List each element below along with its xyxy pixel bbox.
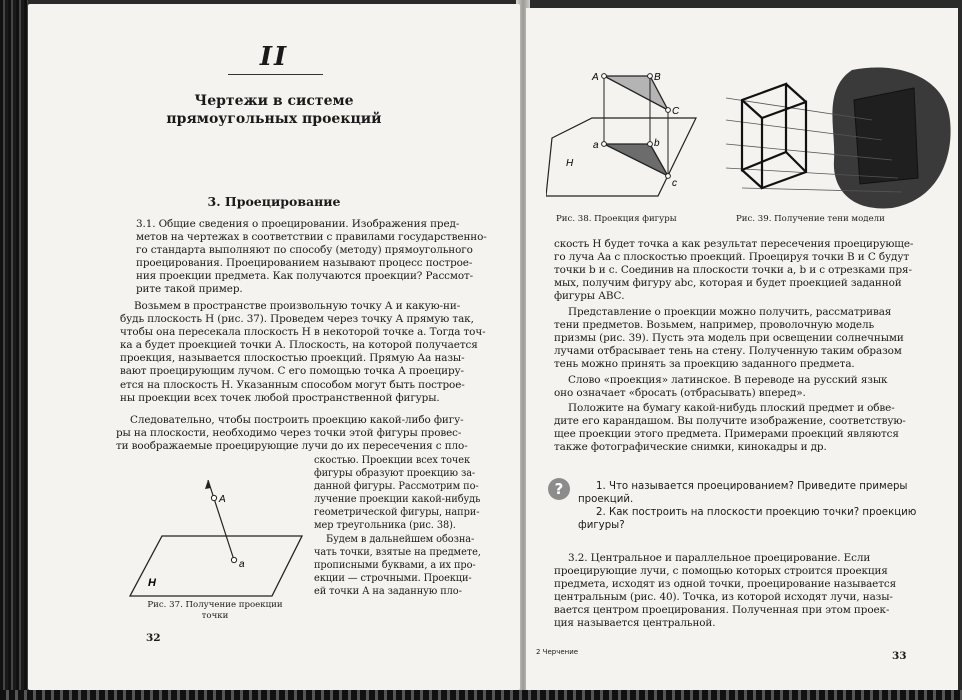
text-line: 3.2. Центральное и параллельное проецирование. Если	[568, 552, 871, 564]
text-line: лучами отбрасывает тень на стену. Полученную таким образом	[554, 345, 902, 358]
paragraph-figure-projection	[116, 414, 508, 453]
text-line: чтобы она пересекала плоскость Н в некоторой точке a. Тогда точ-	[120, 326, 486, 339]
paragraph-general-info	[136, 218, 508, 297]
text-line: проецирования. Проецированием называют процесс построе-	[136, 257, 473, 270]
label-point-a: a	[239, 559, 245, 570]
footer-note: 2 Черчение	[536, 648, 579, 656]
label-A: A	[592, 72, 599, 83]
point-a-lower	[231, 557, 236, 562]
review-questions	[578, 480, 948, 532]
text-line: ей точки А на заданную пло-	[314, 585, 462, 597]
caption-line: Рис. 37. Получение проекции	[147, 600, 283, 610]
text-line: чать точки, взятые на предмете,	[314, 546, 481, 558]
figure-39-shadow-model	[722, 60, 954, 212]
chapter-title-line: Чертежи в системе	[194, 93, 354, 109]
text-line: Слово «проекция» латинское. В переводе на русский язык	[568, 374, 888, 386]
label-point-A: A	[219, 494, 226, 505]
paragraph-projection-continued	[554, 238, 946, 303]
text-line: го луча Аа с плоскостью проекций. Проецируя точки В и С будут	[554, 251, 910, 264]
figure-38-caption: Рис. 38. Проекция фигуры	[556, 214, 677, 224]
text-line: 3.1. Общие сведения о проецировании. Изображения пред-	[136, 218, 460, 230]
text-line: лучение проекции какой-нибудь	[314, 494, 481, 506]
label-B: B	[654, 72, 661, 83]
vertex-b	[648, 142, 653, 147]
text-line: ция называется центральной.	[554, 617, 716, 630]
text-line: фигуры образуют проекцию за-	[314, 468, 476, 480]
question-line: проекций.	[578, 494, 634, 505]
text-line: щее проекции этого предмета. Примерами проекций являются	[554, 428, 899, 441]
text-line: Будем в дальнейшем обозна-	[326, 533, 475, 545]
vertex-c	[666, 174, 671, 179]
text-line: скостью. Проекции всех точек	[314, 455, 470, 466]
left-page	[28, 4, 520, 690]
text-line: точки b и c. Соединив на плоскости точки a, b и c отрезками пря-	[554, 264, 912, 277]
text-line: го стандарта выполняют по способу (методу) прямоугольного	[136, 244, 473, 257]
paragraph-central-parallel	[554, 552, 946, 631]
text-line: ется на плоскость Н. Указанным способом могут быть построе-	[120, 378, 465, 391]
label-plane-H: H	[148, 577, 156, 589]
book-edge-left	[0, 0, 28, 700]
figure-37-caption	[120, 600, 310, 622]
text-line: Положите на бумагу какой-нибудь плоский предмет и обве-	[568, 402, 895, 414]
paragraph-examples	[554, 402, 946, 454]
chapter-number: II	[259, 42, 289, 72]
text-line: проекция, называется плоскостью проекций. Прямую Аа назы-	[120, 352, 465, 365]
text-line: прописными буквами, а их про-	[314, 559, 476, 571]
text-line: тени предметов. Возьмем, например, проволочную модель	[554, 319, 875, 332]
question-line: фигуры?	[578, 520, 625, 531]
text-line: фигуры АВС.	[554, 290, 625, 303]
vertex-A	[602, 74, 607, 79]
page-number-left: 32	[146, 632, 161, 644]
text-line: ны проекции всех точек любой пространственной фигуры.	[120, 391, 440, 404]
label-H: H	[566, 158, 574, 169]
text-line: тень можно принять за проекцию заданного предмета.	[554, 358, 855, 371]
vertex-a	[602, 142, 607, 147]
text-line: ка a будет проекцией точки А. Плоскость, на которой получается	[120, 339, 478, 352]
text-line: будь плоскость Н (рис. 37). Проведем через точку А прямую так,	[120, 313, 474, 326]
text-line: ния проекции предмета. Как получаются проекции? Рассмот-	[136, 270, 474, 283]
text-line: вается центром проецирования. Полученная при этом проек-	[554, 604, 890, 617]
text-line: рите такой пример.	[136, 283, 243, 296]
paragraph-point-projection	[120, 300, 510, 405]
text-line: вают проецирующим лучом. С его помощью точка А проециру-	[120, 365, 464, 378]
book-edge-bottom	[0, 690, 962, 700]
text-line: ры на плоскости, необходимо через точки этой фигуры провес-	[116, 427, 462, 440]
ray-arrow	[205, 480, 211, 489]
text-line: также фотографические снимки, кинокадры и др.	[554, 441, 827, 454]
page-number-right: 33	[892, 650, 907, 662]
text-line: Возьмем в пространстве произвольную точку А и какую-ни-	[134, 300, 461, 312]
text-line: мер треугольника (рис. 38).	[314, 520, 456, 532]
chapter-title	[28, 92, 520, 128]
text-line: мых, получим фигуру abc, которая и будет проекцией заданной	[554, 277, 902, 290]
right-page	[526, 8, 958, 690]
caption-line: точки	[201, 611, 229, 621]
text-line: Следовательно, чтобы построить проекцию какой-либо фигу-	[130, 414, 464, 426]
text-line: екции — строчными. Проекци-	[314, 572, 472, 584]
prism-shadow	[854, 88, 918, 184]
text-line: призмы (рис. 39). Пусть эта модель при освещении солнечными	[554, 332, 904, 345]
label-a: a	[593, 140, 599, 151]
paragraph-word-origin	[554, 374, 946, 400]
question-mark-icon: ?	[548, 478, 570, 500]
text-line: предмета, исходят из одной точки, проецирование называется	[554, 578, 897, 591]
chapter-title-line: прямоугольных проекций	[166, 111, 382, 127]
point-a-upper	[211, 495, 216, 500]
question-line: 2. Как построить на плоскости проекцию точки? проекцию	[596, 507, 917, 518]
chapter-rule	[228, 74, 323, 75]
question-line: 1. Что называется проецированием? Приведите примеры	[596, 481, 908, 492]
label-C: C	[672, 106, 680, 117]
figure-37-point-projection	[124, 474, 314, 604]
figure-39-caption: Рис. 39. Получение тени модели	[736, 214, 885, 224]
paragraph-figure-projection-narrow	[314, 454, 492, 598]
text-line: геометрической фигуры, напри-	[314, 507, 480, 519]
vertex-B	[648, 74, 653, 79]
text-line: дите его карандашом. Вы получите изображение, соответствую-	[554, 415, 906, 428]
text-line: центральным (рис. 40). Точка, из которой исходят лучи, назы-	[554, 591, 893, 604]
text-line: Представление о проекции можно получить, рассматривая	[568, 306, 892, 318]
section-title: 3. Проецирование	[207, 194, 341, 209]
paragraph-shadows	[554, 306, 946, 371]
label-c: c	[672, 178, 677, 189]
text-line: проецирующие лучи, с помощью которых строится проекция	[554, 565, 888, 578]
text-line: метов на чертежах в соответствии с правилами государственно-	[136, 231, 487, 244]
label-b: b	[654, 138, 660, 149]
projecting-ray	[208, 480, 234, 560]
figure-38-figure-projection	[546, 66, 706, 198]
vertex-C	[666, 108, 671, 113]
text-line: оно означает «бросать (отбрасывать) вперед».	[554, 387, 806, 400]
text-line: скость Н будет точка a как результат пересечения проецирующе-	[554, 238, 914, 250]
text-line: ти воображаемые проецирующие лучи до их пересечения с пло-	[116, 440, 468, 453]
text-line: данной фигуры. Рассмотрим по-	[314, 481, 479, 493]
